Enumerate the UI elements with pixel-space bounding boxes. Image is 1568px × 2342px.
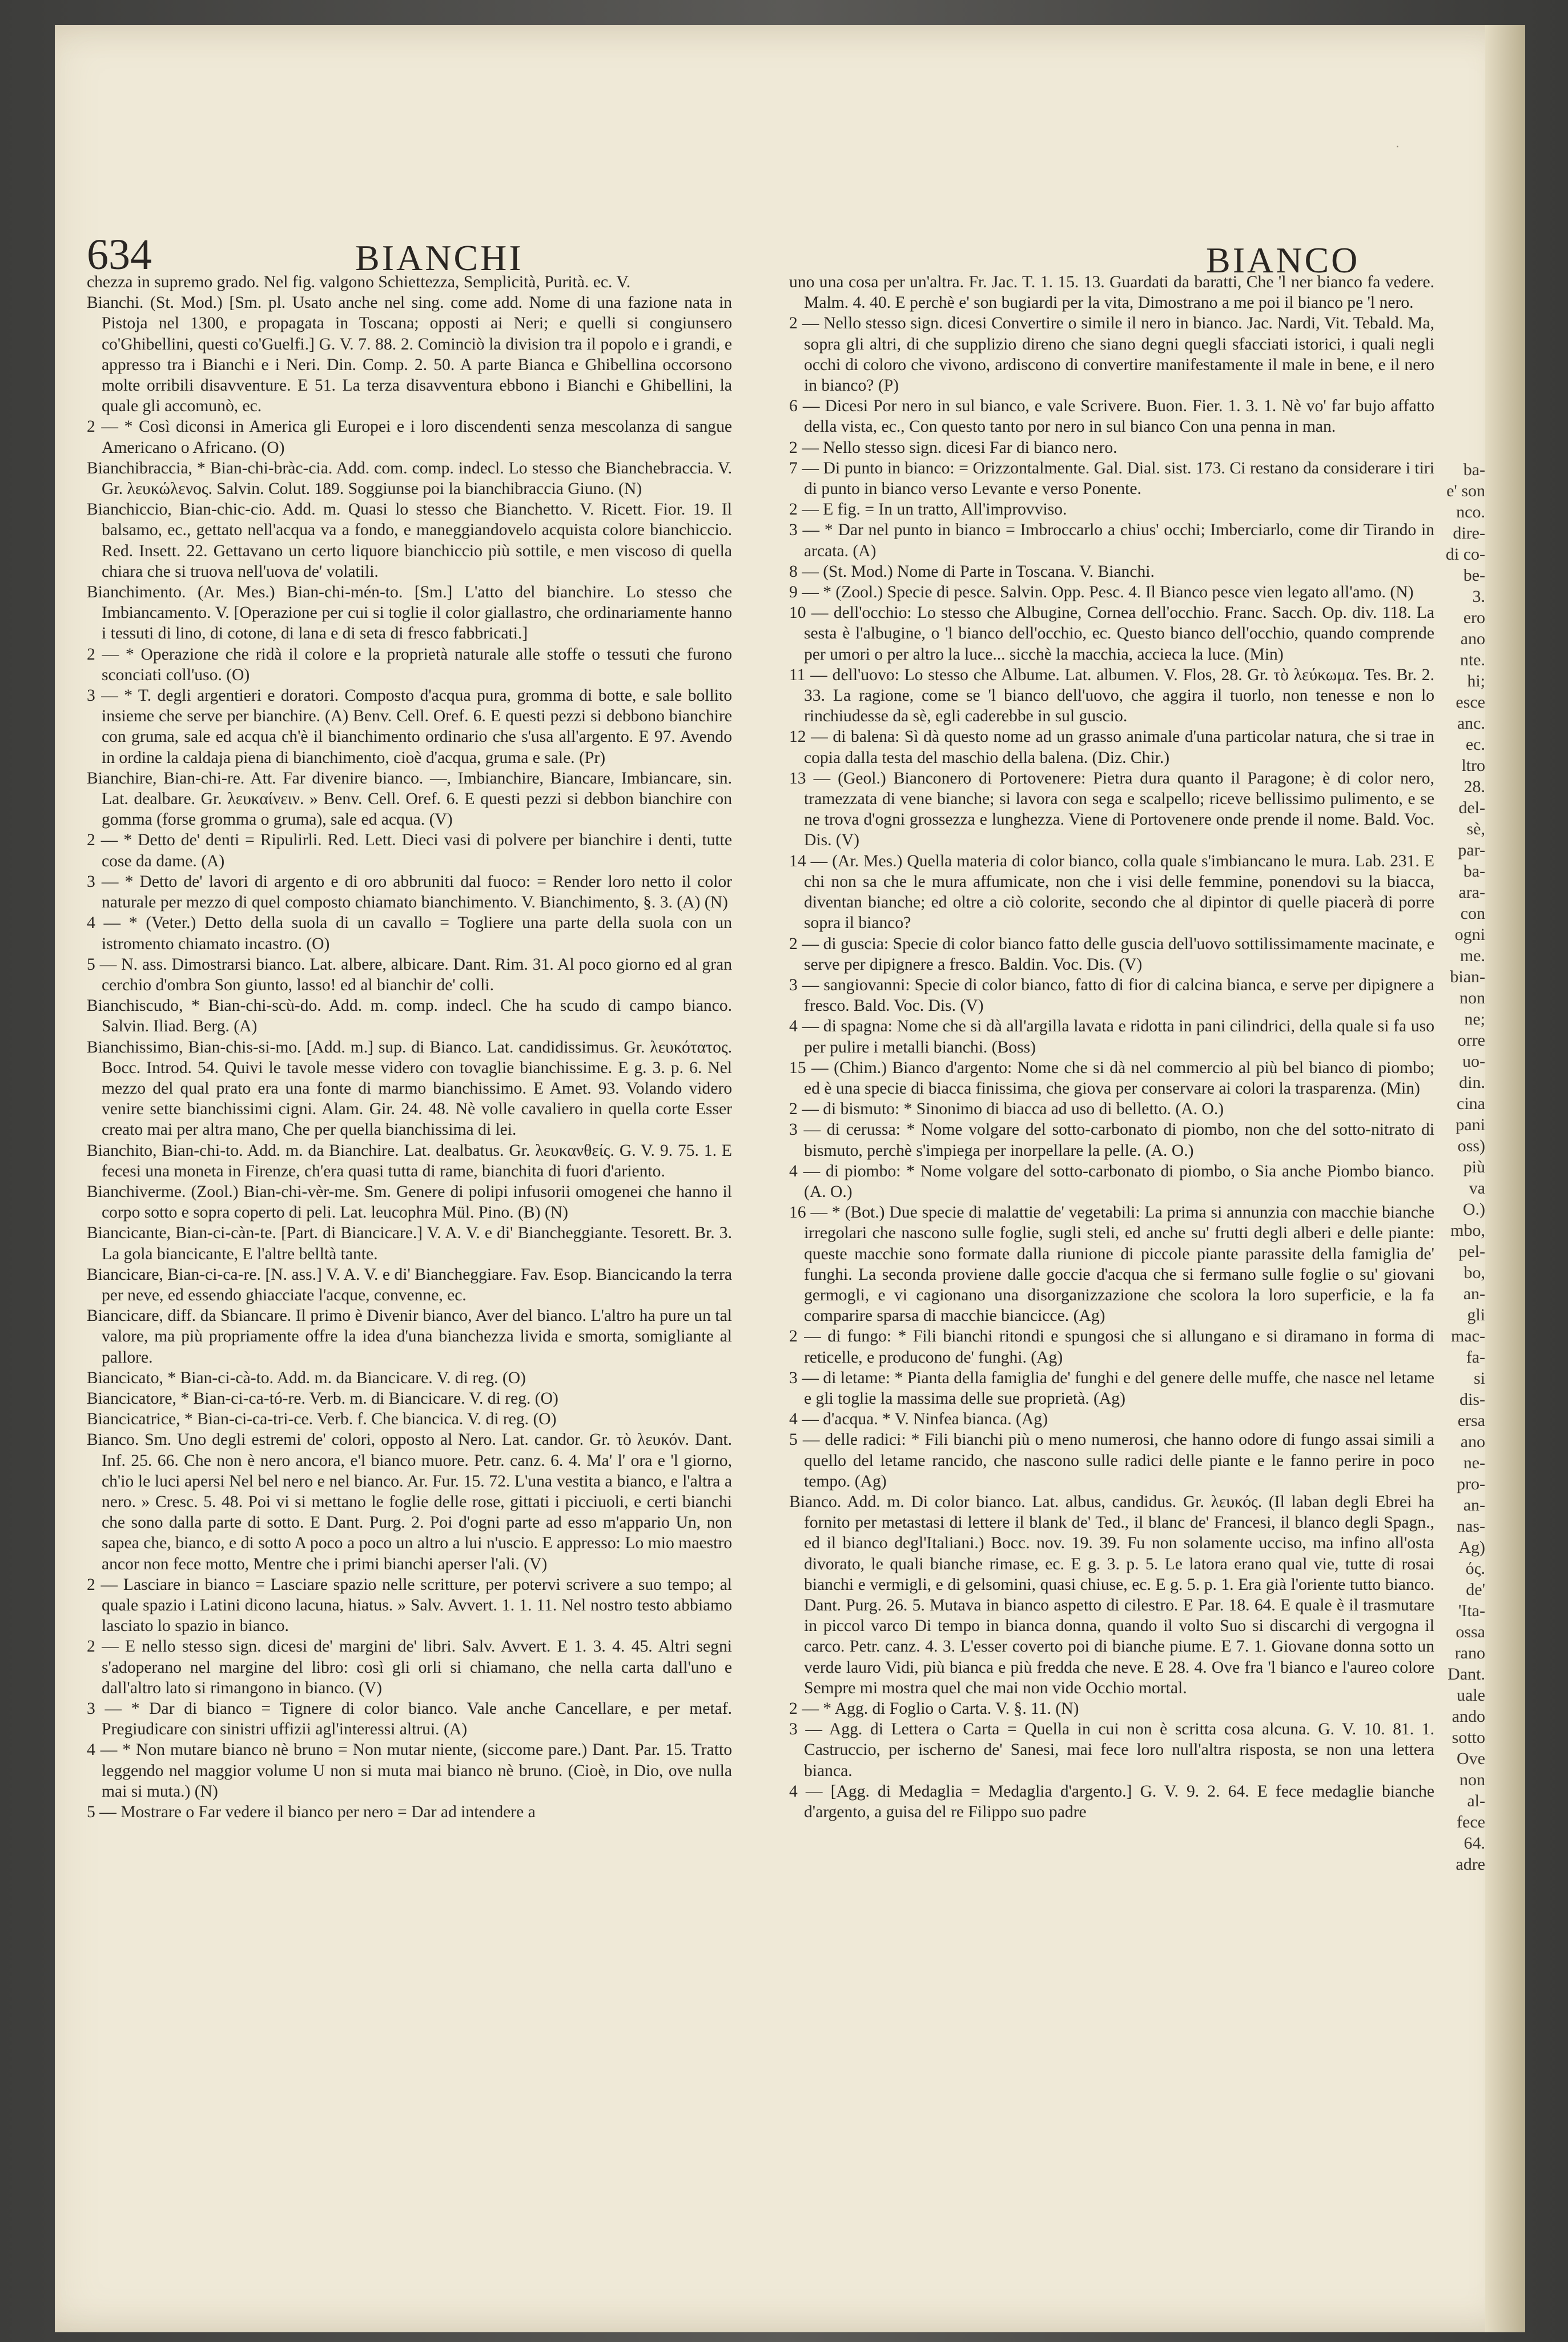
adjacent-page-fragment: si xyxy=(1473,1369,1485,1388)
adjacent-page-fragment: va xyxy=(1469,1179,1485,1198)
dictionary-entry: 6 — Dicesi Por nero in sul bianco, e vale Scrivere. Buon. Fier. 1. 3. 1. Nè vo' far bujo affatto della vista, ec., Con questo tanto por nero in sul bianco Con una penna in man. xyxy=(789,397,1434,436)
adjacent-page-fragment: ara- xyxy=(1458,883,1485,902)
adjacent-page-fragment: par- xyxy=(1458,841,1485,859)
dictionary-entry: Bianchiccio, Bian-chic-cio. Add. m. Quasi lo stesso che Bianchetto. V. Ricett. Fior. 19. Il balsamo, ec., gettato nell'acqua va a fondo, e maneggiandovelo acquista colore bianchiccio. Red. Insett. 22. Gettavano un certo liquore bianchiccio più sottile, e men viscoso di quella chiara che si truova nell'uova de' volatili. xyxy=(87,500,732,581)
dictionary-entry: chezza in supremo grado. Nel fig. valgono Schiettezza, Semplicità, Purità. ec. V. xyxy=(87,273,631,291)
dictionary-entry: Biancicare, diff. da Sbiancare. Il primo è Divenir bianco, Aver del bianco. L'altro ha pure un tal valore, ma più propriamente offre la idea d'una bianchezza livida e smorta, somigliante al pallore. xyxy=(87,1307,732,1367)
dictionary-entry: 2 — E fig. = In un tratto, All'improvviso. xyxy=(789,500,1067,519)
adjacent-page-fragment: dis- xyxy=(1460,1390,1485,1409)
page-number: 634 xyxy=(87,231,152,279)
adjacent-page-fragment: cina xyxy=(1457,1094,1485,1113)
page-gutter-shadow xyxy=(1485,25,1525,2332)
dictionary-entry: 3 — * T. degli argentieri e doratori. Composto d'acqua pura, gromma di botte, e sale bollito insieme che serve per bianchire. (A) Benv. Cell. Oref. 6. E questi pezzi si debbono bianchire con gruma, sale ed acqua ch'è il bianchimento ordinario che s'usa all'argento. E 97. Avendo in ordine la caldaja piena di bianchimento, cioè d'acqua, gruma e sale. (Pr) xyxy=(87,686,732,767)
adjacent-page-fragment: bian- xyxy=(1450,967,1485,986)
adjacent-page-fragment: ersa xyxy=(1457,1411,1485,1430)
adjacent-page-fragment: ero xyxy=(1463,608,1485,627)
adjacent-page-fragment: 28. xyxy=(1464,777,1485,796)
adjacent-page-fragment: adre xyxy=(1456,1855,1485,1874)
adjacent-page-fragment: gli xyxy=(1467,1305,1485,1324)
dictionary-entry: 13 — (Geol.) Bianconero di Portovenere: Pietra dura quanto il Paragone; è di color nero, tramezzata di vene bianche; si lavora con sega e scalpello; riceve bellissimo pulimento, e se ne trova d'ogni grossezza e lunghezza. Viene di Portovenere onde prende il nome. Bald. Voc. Dis. (V) xyxy=(789,769,1434,850)
adjacent-page-fragment: fa- xyxy=(1466,1348,1485,1367)
adjacent-page-fragment: ba- xyxy=(1463,862,1485,881)
adjacent-page-fragment: oss) xyxy=(1457,1136,1485,1155)
dictionary-entry: 8 — (St. Mod.) Nome di Parte in Toscana. V. Bianchi. xyxy=(789,562,1155,581)
adjacent-page-fragment: 3. xyxy=(1472,587,1485,606)
adjacent-page-fragment: di co- xyxy=(1445,545,1485,564)
dictionary-entry: Bianchiscudo, * Bian-chi-scù-do. Add. m. comp. indecl. Che ha scudo di campo bianco. Salvin. Iliad. Berg. (A) xyxy=(87,997,732,1036)
adjacent-page-fragment: orre xyxy=(1457,1031,1485,1050)
dictionary-entry: 5 — N. ass. Dimostrarsi bianco. Lat. albere, albicare. Dant. Rim. 31. Al poco giorno ed al gran cerchio d'ombra Son giunto, lasso! ed al bianchir de' colli. xyxy=(87,955,732,994)
adjacent-page-fragment: an- xyxy=(1463,1496,1485,1515)
adjacent-page-fragment: an- xyxy=(1463,1284,1485,1303)
running-header xyxy=(87,196,1452,282)
dictionary-entry: Biancicare, Bian-ci-ca-re. [N. ass.] V. A. V. e di' Biancheggiare. Fav. Esop. Biancicando la terra per neve, ed essendo ghiacciate l'acque, convenne, ec. xyxy=(87,1265,732,1304)
dictionary-entry: 7 — Di punto in bianco: = Orizzontalmente. Gal. Dial. sist. 173. Ci restano da considerare i tiri di punto in bianco verso Levante e verso Ponente. xyxy=(789,459,1434,499)
dictionary-entry: 3 — Agg. di Lettera o Carta = Quella in cui non è scritta cosa alcuna. G. V. 10. 81. 1. Castruccio, per ischerno de' Sanesi, mai fece loro null'altra risposta, se non una lettera bianca. xyxy=(789,1720,1434,1780)
adjacent-page-fragment: pel- xyxy=(1458,1242,1485,1261)
adjacent-page-fragment: non xyxy=(1460,1770,1485,1789)
adjacent-page-fragment: pro- xyxy=(1457,1475,1485,1493)
adjacent-page-fragment: pani xyxy=(1456,1115,1485,1134)
adjacent-page-fragment: rano xyxy=(1454,1644,1485,1662)
dictionary-entry: Bianco. Sm. Uno degli estremi de' colori, opposto al Nero. Lat. candor. Gr. τὸ λευκόν. Dant. Inf. 25. 66. Che non è nero ancora, e'l bianco muore. Petr. canz. 6. 4. Ma' l' ora e 'l giorno, ch'io le luci apersi Nel bel nero e nel bianco. Ar. Fur. 15. 72. L'una vestita a bianco, e l'altra a nero. » Cresc. 5. 48. Poi vi si mettano le foglie delle rose, gittati i picciuoli, e certi bianchi che sono dalla parte di sotto. E Dant. Purg. 2. Poi d'ogni parte ad esso m'appario Un, non sapea che, bianco, e di sotto A poco a poco un altro a lui n'uscio. E appresso: Lo mio maestro ancor non fece motto, Mentre che i primi bianchi aperser l'ali. (V) xyxy=(87,1431,732,1573)
text-columns xyxy=(87,272,1452,2253)
adjacent-page-fragment: ne- xyxy=(1463,1453,1485,1472)
adjacent-page-fragment: ltro xyxy=(1461,756,1485,775)
dictionary-entry: 4 — * Non mutare bianco nè bruno = Non mutar niente, (siccome pare.) Dant. Par. 15. Tratto leggendo nel maggior volume U non si muta mai bianco nè bruno. (Cioè, in Dio, ove nulla mai si muta.) (N) xyxy=(87,1741,732,1801)
dictionary-entry: 4 — * (Veter.) Detto della suola di un cavallo = Togliere una parte della suola con un istromento chiamato incastro. (O) xyxy=(87,914,732,953)
adjacent-page-fragment: be- xyxy=(1463,566,1485,585)
dictionary-entry: 2 — di fungo: * Fili bianchi ritondi e spungosi che si allungano e si diramano in forma di reticelle, e producono de' funghi. (Ag) xyxy=(789,1327,1434,1367)
dictionary-entry: 3 — * Dar nel punto in bianco = Imbroccarlo a chius' occhi; Imberciarlo, come dir Tirando in arcata. (A) xyxy=(789,521,1434,560)
dictionary-entry: 2 — di guscia: Specie di color bianco fatto delle guscia dell'uovo sottilissimamente macinate, e serve per dipignere a fresco. Baldin. Voc. Dis. (V) xyxy=(789,934,1434,974)
adjacent-page-fragment: ec. xyxy=(1465,735,1485,754)
dictionary-entry: 10 — dell'occhio: Lo stesso che Albugine, Cornea dell'occhio. Franc. Sacch. Op. div. 118. La sesta è l'albugine, o 'l bianco dell'occhio, ec. Questo bianco dell'occhio, quando comprende per umori o per altro la luce... sicchè la macchia, accieca la luce. (Min) xyxy=(789,604,1434,664)
adjacent-page-fragment: nte. xyxy=(1460,650,1485,669)
dictionary-entry: Biancicante, Bian-ci-càn-te. [Part. di Biancicare.] V. A. V. e di' Biancheggiante. Tesorett. Br. 3. La gola biancicante, E l'altre belltà tante. xyxy=(87,1224,732,1263)
adjacent-page-fragment: 64. xyxy=(1464,1834,1485,1853)
adjacent-page-fragment: me. xyxy=(1460,946,1485,965)
adjacent-page-fragment: al- xyxy=(1467,1791,1485,1810)
dictionary-entry: 2 — Lasciare in bianco = Lasciare spazio nelle scritture, per potervi scrivere a suo tempo; al quale spazio i Latini dicono lacuna, hiatus. » Salv. Avvert. 1. 1. 11. Nel nostro testo abbiamo lasciato lo spazio in bianco. xyxy=(87,1575,732,1636)
adjacent-page-fragment: con xyxy=(1460,904,1485,923)
adjacent-page-fragment: uo- xyxy=(1462,1052,1485,1071)
adjacent-page-fragment: din. xyxy=(1459,1073,1485,1092)
adjacent-page-fragment: esce xyxy=(1456,693,1485,712)
adjacent-page-fragment: del- xyxy=(1458,798,1485,817)
dictionary-entry: Bianchissimo, Bian-chis-si-mo. [Add. m.] sup. di Bianco. Lat. candidissimus. Gr. λευκότατος. Bocc. Introd. 54. Quivi le tavole messe videro con tovaglie bianchissime. E g. 3. p. 6. Nel mezzo del qual prato era una fonte di marmo bianchissimo. E Amet. 93. Volando videro venire sette bianchissimi cigni. Alam. Gir. 24. 48. Nè volle cavaliero in quella corte Esser creato mai per altra mano, Che per quella bianchissima di lei. xyxy=(87,1038,732,1139)
adjacent-page-fragment: sotto xyxy=(1452,1728,1485,1747)
adjacent-page-fragment: bo, xyxy=(1464,1263,1485,1282)
adjacent-page-fragment: ano xyxy=(1460,1432,1485,1451)
adjacent-page-fragment: ando xyxy=(1452,1707,1485,1726)
adjacent-page-fragment: nco. xyxy=(1456,503,1485,521)
adjacent-page-fragment: O.) xyxy=(1462,1200,1485,1219)
adjacent-page-fragment: sè, xyxy=(1466,820,1485,838)
adjacent-page-fragment: non xyxy=(1460,989,1485,1007)
dictionary-entry: 2 — di bismuto: * Sinonimo di biacca ad uso di belletto. (A. O.) xyxy=(789,1100,1224,1119)
adjacent-page-fragment: Ag) xyxy=(1458,1538,1485,1557)
dictionary-entry: 2 — E nello stesso sign. dicesi de' margini de' libri. Salv. Avvert. E 1. 3. 4. 45. Altri segni s'adoperano nel margine del libro: così gli orli si chiamano, che nella carta dall'uno e dall'altro lato si rimangono in bianco. (V) xyxy=(87,1637,732,1697)
adjacent-page-fragment: ός. xyxy=(1465,1559,1485,1578)
adjacent-page-fragment: ossa xyxy=(1456,1622,1485,1641)
adjacent-page-fragment: ogni xyxy=(1454,925,1485,944)
dictionary-entry: 2 — Nello stesso sign. dicesi Convertire o simile il nero in bianco. Jac. Nardi, Vit. Tebald. Ma, sopra gli altri, di che supplizio direno che siano degni quegli sfacciati istorici, i quali negli occhi di coloro che vivono, ardiscono di convertire manifestamente il male in bene, e il nero in bianco? (P) xyxy=(789,314,1434,395)
dictionary-entry: 2 — * Agg. di Foglio o Carta. V. §. 11. (N) xyxy=(789,1700,1079,1718)
dictionary-entry: 12 — di balena: Sì dà questo nome ad un grasso animale d'una particolar natura, che si trae in copia dalla testa del maschio della balena. (Diz. Chir.) xyxy=(789,728,1434,767)
left-headword: BIANCHI xyxy=(355,238,524,278)
adjacent-page-fragment: 'Ita- xyxy=(1458,1601,1485,1620)
dictionary-entry: 15 — (Chim.) Bianco d'argento: Nome che si dà nel commercio al più bel bianco di piombo; ed è una specie di biacca finissima, che giova per conservare ai colori la trasparenza. (Min) xyxy=(789,1058,1434,1098)
dictionary-page xyxy=(55,25,1525,2332)
adjacent-page-fragment: e' son xyxy=(1446,481,1485,500)
dictionary-entry: Bianchire, Bian-chi-re. Att. Far divenire bianco. —, Imbianchire, Biancare, Imbiancare, sin. Lat. dealbare. Gr. λευκαίνειν. » Benv. Cell. Oref. 6. E questi pezzi si debbon bianchire con gomma (forse gromma o gruma), sale ed acqua. (V) xyxy=(87,769,732,829)
left-column xyxy=(87,272,732,2253)
dictionary-entry: Biancicatore, * Bian-ci-ca-tó-re. Verb. m. di Biancicare. V. di reg. (O) xyxy=(87,1389,558,1408)
dictionary-entry: Bianchimento. (Ar. Mes.) Bian-chi-mén-to. [Sm.] L'atto del bianchire. Lo stesso che Imbiancamento. V. [Operazione per cui si toglie il color giallastro, che ordinariamente hanno i tessuti di lino, di cotone, di lana e di seta di fresco fabbricati.] xyxy=(87,583,732,643)
dictionary-entry: Bianchibraccia, * Bian-chi-bràc-cia. Add. com. comp. indecl. Lo stesso che Bianchebraccia. V. Gr. λευκώλενος. Salvin. Colut. 189. Soggiunse poi la bianchibraccia Giuno. (N) xyxy=(87,459,732,499)
dictionary-entry: Biancicatrice, * Bian-ci-ca-tri-ce. Verb. f. Che biancica. V. di reg. (O) xyxy=(87,1410,557,1429)
adjacent-page-fragment: anc. xyxy=(1457,714,1485,733)
dictionary-entry: 3 — * Detto de' lavori di argento e di oro abbruniti dal fuoco: = Render loro netto il color naturale per mezzo di quel composto chiamato bianchimento. V. Bianchimento, §. 3. (A) (N) xyxy=(87,872,732,912)
adjacent-page-fragment: più xyxy=(1463,1158,1485,1176)
dictionary-entry: 2 — * Detto de' denti = Ripulirli. Red. Lett. Dieci vasi di polvere per bianchire i denti, tutte cose da dame. (A) xyxy=(87,831,732,870)
adjacent-page-fragment: de' xyxy=(1466,1580,1485,1599)
adjacent-page-fragment: hi; xyxy=(1467,672,1485,690)
dictionary-entry: 3 — di letame: * Pianta della famiglia de' funghi e del genere delle muffe, che nasce nel letame e gli toglie la massima delle sue proprietà. (Ag) xyxy=(789,1368,1434,1408)
dictionary-entry: 4 — [Agg. di Medaglia = Medaglia d'argento.] G. V. 9. 2. 64. E fece medaglie bianche d'argento, a guisa del re Filippo suo padre xyxy=(789,1782,1434,1822)
adjacent-page-fragment: uale xyxy=(1457,1686,1485,1705)
adjacent-page-fragment: Dant. xyxy=(1448,1665,1485,1684)
dictionary-entry: 2 — * Così diconsi in America gli Europei e i loro discendenti senza mescolanza di sangue Americano o Africano. (O) xyxy=(87,417,732,457)
dictionary-entry: 4 — d'acqua. * V. Ninfea bianca. (Ag) xyxy=(789,1410,1048,1429)
dictionary-entry: 2 — * Operazione che ridà il colore e la proprietà naturale alle stoffe o tessuti che furono sconciati coll'uso. (O) xyxy=(87,645,732,684)
dictionary-entry: 2 — Nello stesso sign. dicesi Far di bianco nero. xyxy=(789,438,1117,457)
dictionary-entry: Bianchiverme. (Zool.) Bian-chi-vèr-me. Sm. Genere di polipi infusorii omogenei che hanno il corpo sotto e sopra coperto di peli. Lat. leucophra Mül. Pino. (B) (N) xyxy=(87,1182,732,1222)
right-column xyxy=(789,272,1434,2253)
adjacent-page-fragment: ano xyxy=(1460,629,1485,648)
adjacent-page-fragment: ba- xyxy=(1463,460,1485,479)
ink-speck: · xyxy=(1395,139,1400,154)
dictionary-entry: 14 — (Ar. Mes.) Quella materia di color bianco, colla quale s'imbiancano le mura. Lab. 231. E chi non sa che le mura affumicate, non che i visi delle femmine, ponendovi su la biacca, diventan bianche; ed oltre a ciò colorite, secondo che al dipintor di quelle piacerà di porre sopra il bianco? xyxy=(789,851,1434,933)
dictionary-entry: 11 — dell'uovo: Lo stesso che Albume. Lat. albumen. V. Flos, 28. Gr. τὸ λεύκωμα. Tes. Br. 2. 33. La ragione, come se 'l bianco dell'uovo, che aggira il tuorlo, non tenesse e non lo rinchiudesse da sè, egli caderebbe in sul guscio. xyxy=(789,665,1434,726)
dictionary-entry: 16 — * (Bot.) Due specie di malattie de' vegetabili: La prima si annunzia con macchie bianche irregolari che nascono sulle foglie, sugli steli, ed anche su' frutti degli alberi e delle piante: queste macchie sono formate dalla riunione di piccole piante parassite della famiglia de' funghi. La seconda proviene dalle goccie d'acqua che si fermano sulle foglie o su' giovani germogli, e vi cagionano una disorganizzazione che scolora la loro superficie, e la fa comparire sparsa di macchie biancicce. (Ag) xyxy=(789,1203,1434,1325)
dictionary-entry: Bianchi. (St. Mod.) [Sm. pl. Usato anche nel sing. come add. Nome di una fazione nata in Pistoja nel 1300, e propagata in Toscana; opposti ai Neri; e quelli si congiunsero co'Ghibellini, questi co'Guelfi.] G. V. 7. 88. 2. Cominciò la division tra il popolo e i grandi, e appresso tra i Bianchi e i Neri. Din. Comp. 2. 50. A parte Bianca e Ghibellina occorsono molte orribili disavventure. E 51. La terza disavventura ebbono i Bianchi e Ghibellini, la quale gli accomunò, ec. xyxy=(87,294,732,416)
dictionary-entry: 4 — di piombo: * Nome volgare del sotto-carbonato di piombo, o Sia anche Piombo bianco. (A. O.) xyxy=(789,1162,1434,1201)
adjacent-page-fragment: mbo, xyxy=(1450,1221,1485,1240)
dictionary-entry: 5 — Mostrare o Far vedere il bianco per nero = Dar ad intendere a xyxy=(87,1803,536,1822)
dictionary-entry: 3 — di cerussa: * Nome volgare del sotto-carbonato di piombo, non che del sotto-nitrato di bismuto, perchè s'impiega per inorpellare la pelle. (A. O.) xyxy=(789,1120,1434,1160)
dictionary-entry: Biancicato, * Bian-ci-cà-to. Add. m. da Biancicare. V. di reg. (O) xyxy=(87,1368,526,1387)
adjacent-page-fragment: Ove xyxy=(1457,1749,1485,1768)
right-headword: BIANCO xyxy=(1206,240,1360,280)
adjacent-page-fragments xyxy=(1440,459,1485,2229)
adjacent-page-fragment: nas- xyxy=(1457,1517,1485,1536)
dictionary-entry: 5 — delle radici: * Fili bianchi più o meno numerosi, che hanno odore di fungo assai simili a quello del letame rancido, che nascono sulle radici delle piante e le fanno perire in poco tempo. (Ag) xyxy=(789,1431,1434,1491)
dictionary-entry: 9 — * (Zool.) Specie di pesce. Salvin. Opp. Pesc. 4. Il Bianco pesce vien legato all'amo. (N) xyxy=(789,583,1414,602)
dictionary-entry: uno una cosa per un'altra. Fr. Jac. T. 1. 15. 13. Guardati da baratti, Che 'l ner bianco fa vedere. Malm. 4. 40. E perchè e' son bugiardi per la vita, Dimostrano a me poi il bianco pe 'l nero. xyxy=(789,273,1434,312)
dictionary-entry: 4 — di spagna: Nome che si dà all'argilla lavata e ridotta in pani cilindrici, della quale si fa uso per pulire i metalli bianchi. (Boss) xyxy=(789,1017,1434,1056)
dictionary-entry: Bianco. Add. m. Di color bianco. Lat. albus, candidus. Gr. λευκός. (Il laban degli Ebrei ha fornito per metastasi di lettere il blank de' Ted., il blanc de' Francesi, il blanco degli Spagn., ed il bianco degl'Italiani.) Bocc. nov. 19. 39. Fu non solamente ucciso, ma infino all'osta divorato, le quali bianche rimase, ec. E g. 3. p. 5. Le latora erano qual vie, tutte di rosai bianchi e vermigli, e di gelsomini, quasi chiuse, ec. E g. 5. p. 1. Era già l'oriente tutto bianco. Dant. Purg. 26. 5. Mutava in bianco aspetto di cilestro. E Par. 18. 64. E quale è il trasmutare in piccol varco Di tempo in bianca donna, quando il volto Suo si discarchi di vergogna il carco. Petr. canz. 4. 3. L'esser coverto poi di bianche piume. E 7. 1. Giovane donna sotto un verde lauro Vidi, più bianca e più fredda che neve. E 28. 4. Ove fra 'l bianco e l'aureo colore Sempre mi mostra quel che mai non vide Occhio mortal. xyxy=(789,1492,1434,1697)
dictionary-entry: Bianchito, Bian-chi-to. Add. m. da Bianchire. Lat. dealbatus. Gr. λευκανθείς. G. V. 9. 75. 1. E fecesi una moneta in Firenze, ch'era quasi tutta di rame, bianchita di fuori d'ariento. xyxy=(87,1141,732,1180)
adjacent-page-fragment: fece xyxy=(1457,1813,1485,1831)
dictionary-entry: 3 — * Dar di bianco = Tignere di color bianco. Vale anche Cancellare, e per metaf. Pregiudicare con sinistri uffizii agl'interessi altrui. (A) xyxy=(87,1700,732,1739)
dictionary-entry: 3 — sangiovanni: Specie di color bianco, fatto di fior di calcina bianca, e serve per dipignere a fresco. Bald. Voc. Dis. (V) xyxy=(789,975,1434,1015)
adjacent-page-fragment: mac- xyxy=(1451,1327,1485,1345)
adjacent-page-fragment: ne; xyxy=(1464,1010,1485,1029)
adjacent-page-fragment: dire- xyxy=(1453,524,1485,543)
